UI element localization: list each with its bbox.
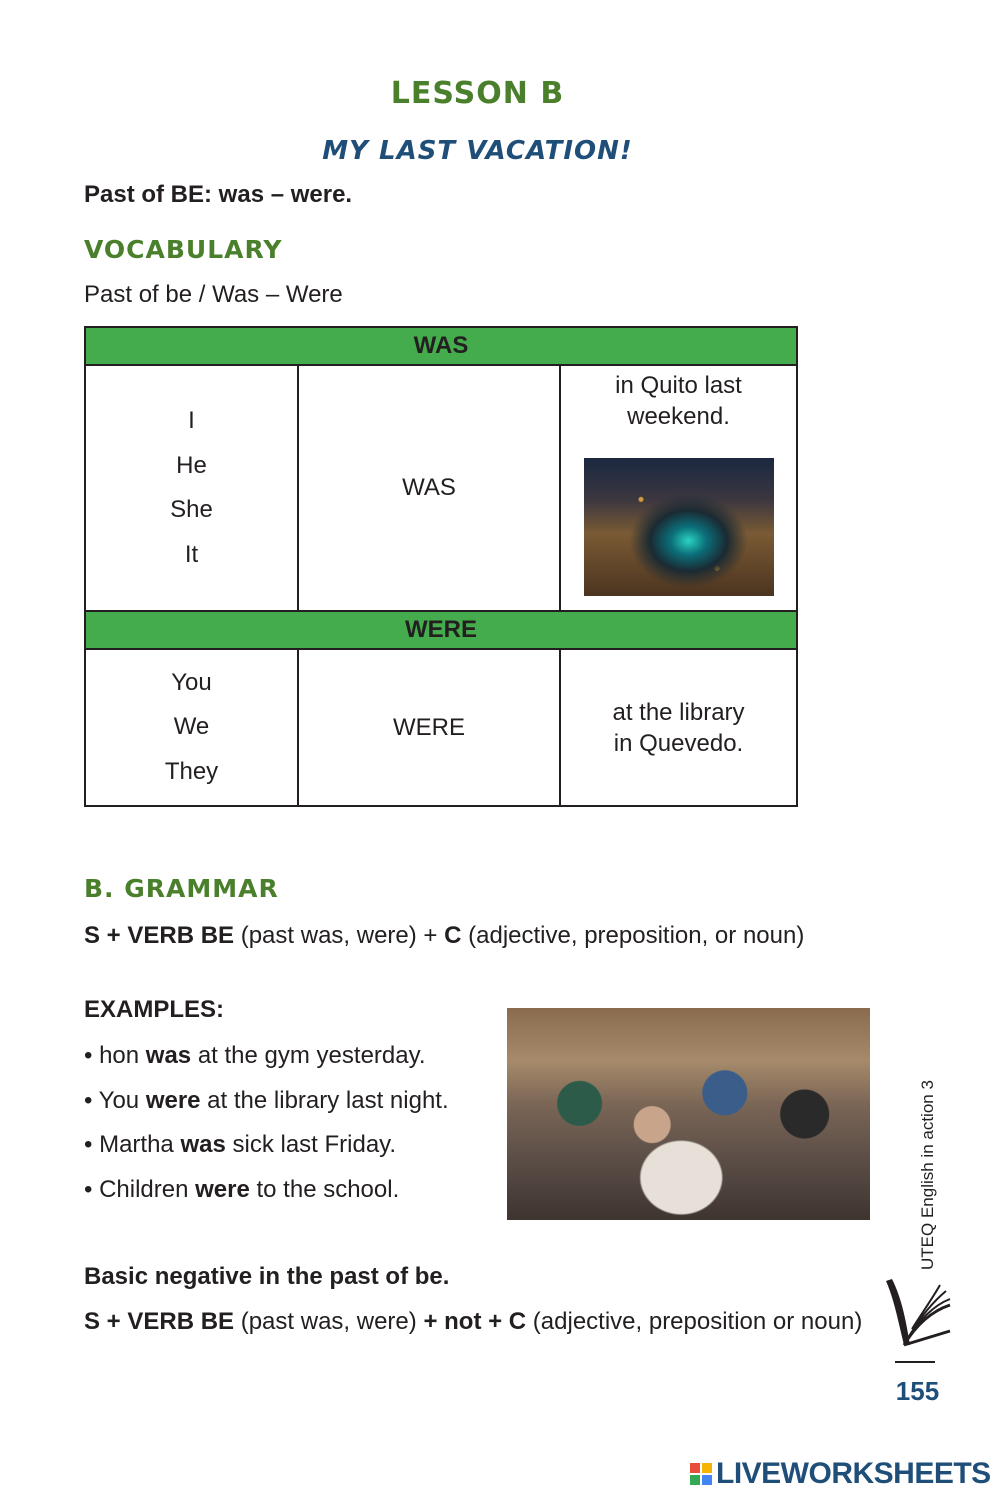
example-verb: was — [145, 1042, 192, 1069]
example-before: • Children — [84, 1175, 196, 1203]
example-after: sick last Friday. — [225, 1131, 397, 1158]
list-item — [84, 1125, 449, 1170]
example-after: at the gym yesterday. — [191, 1042, 426, 1069]
formula-text: (past was, were) + — [234, 922, 445, 949]
negative-text: (adjective, preposition or noun) — [526, 1308, 863, 1335]
pronoun: We — [173, 713, 210, 741]
was-pronouns-cell — [85, 365, 298, 611]
example-verb: were — [145, 1086, 201, 1114]
pronoun: I — [188, 407, 195, 434]
page-number-rule — [895, 1361, 935, 1363]
example-before: • You — [84, 1086, 146, 1114]
were-verb-cell: WERE — [298, 649, 560, 806]
example-after: to the school. — [249, 1175, 400, 1203]
complement-line: weekend. — [627, 403, 730, 430]
complement-line: in Quito last — [615, 372, 742, 399]
lesson-title: LESSON B — [390, 76, 565, 111]
was-band: WAS — [85, 327, 797, 365]
brand-name: LIVEWORKSHEETS — [716, 1457, 991, 1490]
were-band: WERE — [85, 611, 797, 649]
list-item — [84, 1081, 449, 1126]
complement-line: in Quevedo. — [613, 729, 744, 757]
negative-heading: Basic negative in the past of be. — [84, 1263, 450, 1290]
list-item — [84, 1036, 449, 1081]
example-verb: were — [195, 1175, 250, 1203]
students-library-photo — [507, 1008, 870, 1220]
open-book-icon — [880, 1275, 956, 1353]
negative-subject-verb: S + VERB BE — [84, 1308, 235, 1335]
vocabulary-heading: VOCABULARY — [84, 235, 283, 264]
side-label — [915, 1075, 941, 1273]
examples-heading: EXAMPLES: — [84, 996, 225, 1023]
negative-formula — [84, 1306, 870, 1338]
pronoun: You — [171, 668, 212, 696]
pronoun: They — [164, 757, 219, 785]
pronoun: It — [184, 540, 199, 568]
negative-text: (past was, were) — [234, 1308, 424, 1335]
example-after: at the library last night. — [200, 1086, 449, 1114]
was-complement-cell — [560, 365, 797, 611]
side-label-text: UTEQ English in action 3 — [918, 1080, 937, 1270]
vocabulary-intro: Past of be / Was – Were — [84, 281, 343, 308]
formula-text: (adjective, preposition, or noun) — [461, 922, 805, 949]
were-complement-cell — [560, 649, 797, 806]
were-pronouns-cell — [85, 649, 298, 806]
example-verb: was — [180, 1131, 226, 1158]
topic-line: Past of BE: was – were. — [84, 181, 353, 208]
grammar-heading: B. GRAMMAR — [84, 874, 279, 903]
lesson-subtitle: MY LAST VACATION! — [322, 136, 633, 166]
grammar-formula — [84, 920, 870, 952]
formula-subject-verb: S + VERB BE — [84, 922, 235, 949]
examples-list — [84, 1036, 449, 1214]
example-before: • Martha — [84, 1131, 181, 1158]
was-verb-cell: WAS — [298, 365, 560, 611]
liveworksheets-brand[interactable] — [690, 1457, 990, 1491]
quito-night-photo — [584, 458, 774, 596]
pronoun: He — [176, 451, 207, 479]
liveworksheets-logo-icon — [690, 1463, 712, 1485]
complement-line: at the library — [612, 698, 745, 726]
was-were-table — [84, 326, 798, 807]
formula-complement: C — [444, 922, 462, 949]
list-item — [84, 1170, 449, 1215]
negative-not-complement: + not + C — [423, 1308, 527, 1335]
page-number: 155 — [895, 1376, 940, 1406]
example-before: • hon — [84, 1042, 146, 1069]
pronoun: She — [170, 496, 213, 523]
